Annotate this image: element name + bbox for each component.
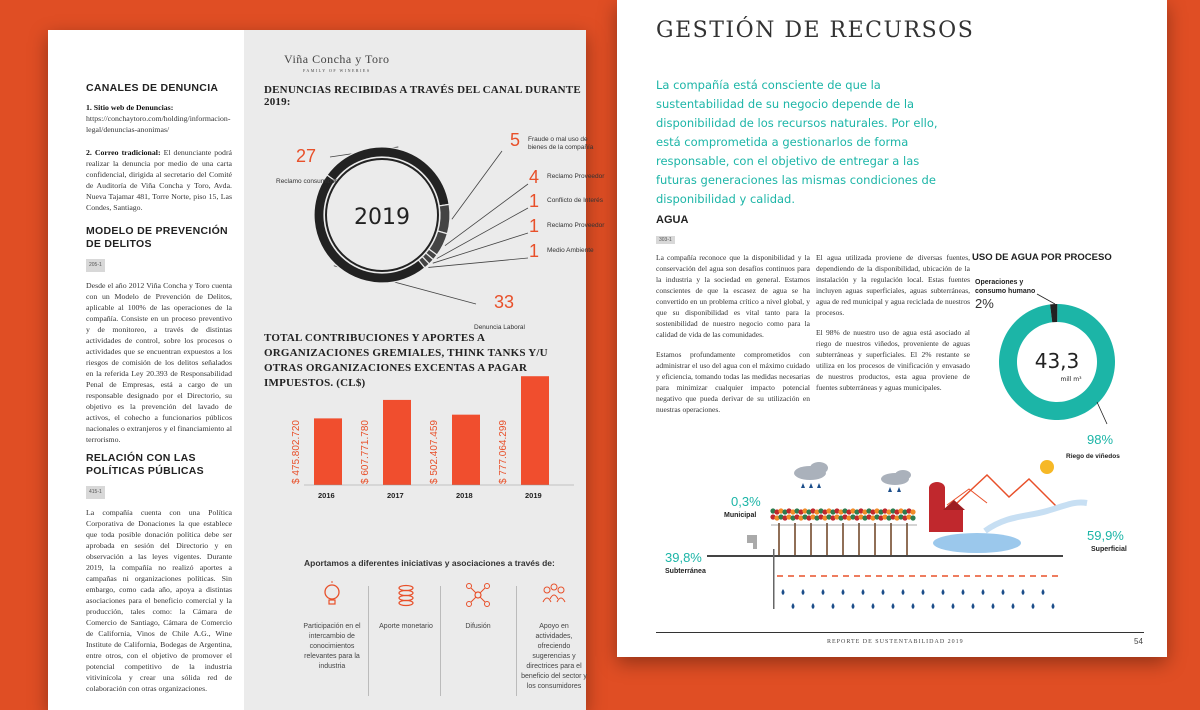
- source-label-municipal: Municipal: [724, 512, 757, 519]
- donut-value: 33: [494, 292, 515, 312]
- agua-column-1: La compañía reconoce que la disponibilidad y la conservación del agua son desafíos continuos para la industria y la sociedad en general. Estamos conscientes de que la escasez de agua se ha convertido en un problema crítico a nivel global, y que su disponibilidad es vital tanto para la sostenibilidad de nuestro negocio como para la calidad de vida de las comunidades. Estamos profundamente comprometidos con administrar el uso del agua con el máximo cuidado y eficiencia, tomando todas las medidas necesarias para minimizar cualquier impacto potencial negativo que pueda derivar de su utilización en nuestras operaciones.: [656, 253, 810, 414]
- source-value-subterranea: 39,8%: [665, 550, 702, 565]
- donut-category-label: Fraude o mal uso de bienes de la compañía: [528, 136, 594, 151]
- canales-item-correo: 2. Correo tradicional: El denunciante podrá realizar la denuncia por medio de una carta confidencial, dirigida al secretario del Comité de Auditoría de Viña Concha y Toro, Avda. Nueva Tajamar 481, Torre Norte, piso 15, Las Condes, Santiago.: [86, 148, 232, 212]
- donut-category-label: Denuncia Laboral: [474, 324, 525, 331]
- donut-category-label: Reclamo consumidor: [276, 178, 338, 185]
- footer-title: REPORTE DE SUSTENTABILIDAD 2019: [827, 639, 964, 645]
- sun-icon: [1040, 460, 1054, 474]
- source-label-superficial: Superficial: [1091, 546, 1127, 553]
- donut-slice: [438, 204, 450, 233]
- donut-title: DENUNCIAS RECIBIDAS A TRAVÉS DEL CANAL DURANTE 2019:: [264, 84, 581, 108]
- relacion-badge: 415-1: [86, 486, 105, 499]
- relacion-text: La compañía cuenta con una Política Corporativa de Donaciones la que establece que toda posible donación política debe ser aprobada en sesión del Directorio y en observación a las leyes vigentes. Durante 2019, la compañía no realizó aportes a campañas ni organizaciones políticas. Sin embargo, como cada año, apoya a distintas asociaciones para el beneficio comercial y la producción, tales como: la Cámara de Comercio de Santiago, Cámara de Comercio de California, Vinos de Chile A.G., Wine Institute de California, Bodegas de Argentina, entre otros, con el objetivo de promover el potencial competitivo de la industria vitivinícola y crear una sólida red de colaboración con otras organizaciones.: [86, 508, 232, 693]
- canales-item-web: 1. Sitio web de Denuncias: https://conchaytoro.com/holding/informacion-legal/denuncias-anonimas/: [86, 103, 231, 134]
- initiative-label: Participación en el intercambio de conocimientos relevantes para la industria: [303, 623, 361, 670]
- bar-category-label: 2016: [318, 491, 335, 500]
- initiative-item: [520, 560, 588, 700]
- coins-icon: [393, 582, 419, 608]
- donut-value: 5: [510, 130, 521, 150]
- lightbulb-icon: [319, 582, 345, 608]
- donut-category-label: Medio Ambiente: [547, 247, 594, 254]
- donut-value: 4: [529, 167, 540, 187]
- bars-title: TOTAL CONTRIBUCIONES Y APORTES A ORGANIZACIONES GREMIALES, THINK TANKS Y/U OTRAS ORGANIZACIONES EXCENTAS A PAGAR IMPUESTOS. (CL$): [264, 332, 548, 389]
- groundwater-drops: [782, 589, 1055, 609]
- uso-agua-title: USO DE AGUA POR PROCESO: [972, 252, 1112, 263]
- agua-column-2: El agua utilizada proviene de diversas fuentes, dependiendo de la disponibilidad, ubicación de la instalación y la regulación local. Estas fuentes incluyen aguas superficiales, aguas subterráneas, agua de red municipal y agua reciclada de nuestros procesos. El 98% de nuestro uso de agua está asociado al riego de nuestros viñedos, proveniente de aguas subterráneas y superficiales. El 2% restante se utiliza en los procesos de vinificación y envasado de nuestros productos, esta agua proviene de fuentes subterráneas y aguas municipales.: [816, 253, 970, 392]
- initiative-label: Difusión: [465, 623, 491, 630]
- people-icon: [541, 582, 567, 608]
- cloud-rain-icon-1: [794, 462, 828, 480]
- donut-category-label: Conflicto de Interés: [547, 197, 604, 204]
- source-value-superficial: 59,9%: [1087, 528, 1124, 543]
- bar-value-label: $ 475.802.720: [291, 420, 302, 484]
- donut-value: 1: [529, 191, 540, 211]
- cloud-rain-icon-2: [881, 470, 911, 485]
- footer-divider: [656, 632, 1144, 633]
- uso-agua-donut-chart: [987, 292, 1127, 432]
- bar: [383, 400, 411, 485]
- initiative-label: Aporte monetario: [379, 623, 433, 630]
- initiatives-subtitle: Aportamos a diferentes iniciativas y asociaciones a través de:: [304, 558, 555, 568]
- right-page: [617, 0, 1167, 657]
- modelo-badge: 205-1: [86, 259, 105, 272]
- donut-center-label: 2019: [354, 205, 410, 230]
- donut-value: 27: [296, 146, 317, 166]
- initiative-label: Apoyo en actividades, ofreciendo sugerencias y directrices para el beneficio del sector y los consumidores: [521, 623, 587, 690]
- donut-value: 1: [529, 216, 540, 236]
- uso-leader-line: [1097, 402, 1107, 424]
- donut-leader-line: [433, 233, 528, 263]
- donut-value: 1: [529, 241, 540, 261]
- initiative-divider: [368, 586, 369, 696]
- initiative-divider: [516, 586, 517, 696]
- uso-label-operaciones: Operaciones y consumo humano: [975, 279, 1036, 295]
- source-value-municipal: 0,3%: [731, 494, 761, 509]
- brand-logo: Viña Concha y Toro FAMILY OF WINERIES: [284, 52, 390, 73]
- bar: [452, 415, 480, 485]
- initiative-item: [298, 560, 366, 700]
- donut-category-label: Reclamo Proveedor: [547, 173, 605, 180]
- initiative-item: [444, 560, 512, 700]
- donut-leader-line: [428, 258, 528, 267]
- left-infographic-column: [244, 30, 605, 710]
- intro-text: La compañía está consciente de que la sustentabilidad de su negocio depende de la disponibilidad de los recursos naturales. Por ello, está comprometida a gestionarlos de forma responsable, con el objetivo de entregar a las futuras generaciones las mismas condiciones de disponibilidad y calidad.: [656, 78, 938, 206]
- source-label-subterranea: Subterránea: [665, 568, 706, 575]
- agua-title: AGUA: [656, 214, 689, 226]
- bar-category-label: 2018: [456, 491, 473, 500]
- modelo-text: Desde el año 2012 Viña Concha y Toro cuenta con un Modelo de Prevención de Delitos, aplicable al 100% de las operaciones de la compañía. Consiste en un proceso preventivo y de monitoreo, a través de distintas actividades de control, sobre los procesos o actividades que se encuentran expuestos a los riesgos de comisión de los delitos señalados en la referida Ley 20.393 de Responsabilidad Penal de Empresas, está a cargo de un responsable designado por el Directorio, su objetivo es la prevención del lavado de activos, el cohecho a funcionarios públicos nacionales o extranjeros y el financiamiento al terrorismo.: [86, 281, 232, 444]
- uso-value-operaciones: 2%: [975, 296, 994, 311]
- agua-badge: 303-1: [656, 236, 675, 244]
- uso-center-unit: mill m³: [1060, 376, 1082, 383]
- bar-value-label: $ 777.064.299: [498, 420, 509, 484]
- modelo-title: MODELO DE PREVENCIÓN DE DELITOS: [86, 225, 228, 250]
- network-icon: [465, 582, 491, 608]
- left-text-column: [48, 30, 244, 710]
- bar-value-label: $ 607.771.780: [360, 420, 371, 484]
- initiative-divider: [440, 586, 441, 696]
- bar: [314, 418, 342, 485]
- donut-category-label: Reclamo Proveedor: [547, 222, 605, 229]
- left-page: [48, 30, 605, 710]
- bar-value-label: $ 502.407.459: [429, 420, 440, 484]
- tap-icon: [747, 535, 757, 549]
- bar-category-label: 2019: [525, 491, 542, 500]
- page-title: GESTIÓN DE RECURSOS: [656, 18, 975, 43]
- barn-icon: [929, 482, 965, 532]
- uso-label-riego: Riego de viñedos: [1066, 453, 1120, 460]
- initiative-item: [372, 560, 440, 700]
- uso-value-riego: 98%: [1087, 432, 1114, 447]
- vineyard-rows: [770, 508, 917, 555]
- page-number: 54: [1134, 637, 1143, 646]
- canales-title: CANALES DE DENUNCIA: [86, 82, 219, 94]
- bar: [521, 376, 549, 485]
- uso-center-value: 43,3: [1034, 349, 1080, 373]
- bar-category-label: 2017: [387, 491, 404, 500]
- relacion-title: RELACIÓN CON LAS POLÍTICAS PÚBLICAS: [86, 452, 204, 477]
